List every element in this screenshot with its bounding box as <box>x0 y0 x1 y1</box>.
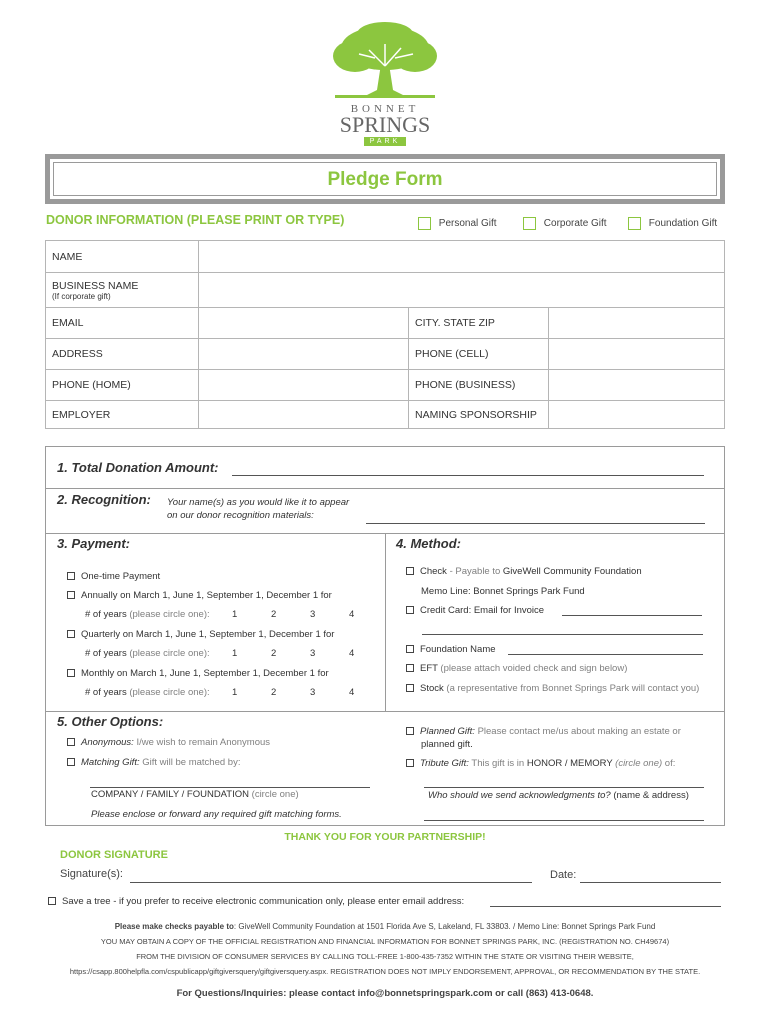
anonymous-label: Anonymous: <box>81 737 134 748</box>
anonymous-note: I/we wish to remain Anonymous <box>136 737 271 748</box>
corporate-checkbox[interactable] <box>523 217 536 230</box>
logo-springs: SPRINGS <box>339 112 431 137</box>
corporate-label: Corporate Gift <box>543 218 607 230</box>
stock-note: (a representative from Bonnet Springs Park will contact you) <box>446 683 700 694</box>
signature-field[interactable] <box>130 882 532 883</box>
memo-line: Memo Line: Bonnet Springs Park Fund <box>421 586 585 597</box>
payment-one-time[interactable] <box>67 571 160 582</box>
donor-table <box>45 240 725 429</box>
years-row-monthly <box>85 687 385 698</box>
email-label: EMAIL <box>46 308 199 339</box>
naming-label: NAMING SPONSORSHIP <box>409 401 549 429</box>
business-name-label: BUSINESS NAME <box>52 279 139 292</box>
year-option-2[interactable]: 2 <box>271 687 277 698</box>
other-label: 5. Other Options: <box>57 714 164 729</box>
year-option-3[interactable]: 3 <box>310 609 316 620</box>
foundation-field[interactable] <box>508 654 703 655</box>
year-option-4[interactable]: 4 <box>349 648 355 659</box>
payment-annually[interactable] <box>67 590 332 601</box>
monthly-label: Monthly on March 1, June 1, September 1, December 1 for <box>81 668 329 679</box>
matching-field[interactable] <box>90 787 370 788</box>
years-row-quarterly <box>85 648 385 659</box>
planned-label: Planned Gift: <box>420 726 475 737</box>
gift-section <box>45 446 725 826</box>
eft-note: (please attach voided check and sign below) <box>440 663 628 674</box>
name-field[interactable] <box>199 241 725 273</box>
logo-bonnet: BONNET <box>350 103 420 115</box>
footer-line-3: FROM THE DIVISION OF CONSUMER SERVICES BY CALLING TOLL-FREE 1-800-435-7352 WITHIN THE STATE OR VISITING THEIR WEBSITE, <box>136 952 634 961</box>
personal-checkbox[interactable] <box>418 217 431 230</box>
stock-label: Stock <box>420 683 444 694</box>
city-label: CITY. STATE ZIP <box>409 308 549 339</box>
checkbox-icon[interactable] <box>48 897 56 905</box>
checkbox-icon[interactable] <box>406 567 414 575</box>
years-note: (please circle one): <box>129 609 210 620</box>
method-eft[interactable] <box>406 663 627 674</box>
years-note: (please circle one): <box>129 687 210 698</box>
check-label: Check <box>420 566 447 577</box>
method-check[interactable] <box>406 566 642 577</box>
year-option-4[interactable]: 4 <box>349 687 355 698</box>
checkbox-icon[interactable] <box>406 759 414 767</box>
save-tree-label: Save a tree - if you prefer to receive electronic communication only, please enter email address: <box>62 896 465 907</box>
footer-line-4: https://csapp.800helpfla.com/cspublicapp/giftgiversquery/giftgiversquery.aspx. REGISTRATION DOES NOT IMPLY ENDORSEMENT, APPROVAL, OR RECOMMENDATION BY THE STATE. <box>69 967 701 976</box>
date-field[interactable] <box>580 882 721 883</box>
business-name-field[interactable] <box>199 273 725 308</box>
company-line <box>91 789 299 800</box>
checkbox-icon[interactable] <box>67 758 75 766</box>
gift-type-foundation[interactable] <box>628 217 717 230</box>
year-option-1[interactable]: 1 <box>232 648 238 659</box>
year-option-1[interactable]: 1 <box>232 687 238 698</box>
employer-label: EMPLOYER <box>46 401 199 429</box>
personal-label: Personal Gift <box>438 218 497 230</box>
save-tree[interactable] <box>48 896 464 907</box>
option-anonymous[interactable] <box>67 737 270 748</box>
tribute-of: of: <box>664 758 676 769</box>
gift-type-personal[interactable] <box>418 217 497 230</box>
foundation-name-label: Foundation Name <box>420 644 496 655</box>
phone-home-label: PHONE (HOME) <box>46 370 199 401</box>
option-matching[interactable] <box>67 757 240 768</box>
method-stock[interactable] <box>406 683 699 694</box>
page-title: Pledge Form <box>327 169 443 190</box>
employer-field[interactable] <box>199 401 409 429</box>
checks-details: : GiveWell Community Foundation at 1501 Florida Ave S, Lakeland, FL 33803. / Memo Line: Bonnet Springs Park Fund <box>233 922 656 931</box>
years-label: # of years <box>85 648 127 659</box>
year-option-2[interactable]: 2 <box>271 609 277 620</box>
ack-note <box>428 790 689 801</box>
footer-checks <box>0 922 770 931</box>
method-label: 4. Method: <box>396 536 461 551</box>
name-label: NAME <box>46 241 199 273</box>
year-option-1[interactable]: 1 <box>232 609 238 620</box>
tribute-field[interactable] <box>424 787 704 788</box>
ack-sub: (name & address) <box>613 790 689 801</box>
phone-business-field[interactable] <box>549 370 725 401</box>
years-row-annual <box>85 609 385 620</box>
payment-label: 3. Payment: <box>57 536 130 551</box>
email-field[interactable] <box>199 308 409 339</box>
company-note: (circle one) <box>251 789 299 800</box>
years-label: # of years <box>85 609 127 620</box>
city-field[interactable] <box>549 308 725 339</box>
checkbox-icon[interactable] <box>67 591 75 599</box>
checkbox-icon[interactable] <box>67 669 75 677</box>
method-foundation[interactable] <box>406 644 496 655</box>
recognition-note-2: on our donor recognition materials: <box>167 510 314 521</box>
one-time-label: One-time Payment <box>81 571 161 582</box>
year-option-3[interactable]: 3 <box>310 687 316 698</box>
footer-contact: For Questions/Inquiries: please contact info@bonnetspringspark.com or call (863) 413-0648. <box>176 988 594 999</box>
checkbox-icon[interactable] <box>406 684 414 692</box>
checkbox-icon[interactable] <box>67 630 75 638</box>
recognition-field[interactable] <box>366 523 705 524</box>
checkbox-icon[interactable] <box>406 727 414 735</box>
phone-business-label: PHONE (BUSINESS) <box>409 370 549 401</box>
checkbox-icon[interactable] <box>406 606 414 614</box>
phone-cell-field[interactable] <box>549 339 725 370</box>
tribute-note: This gift is in <box>471 758 525 769</box>
total-amount-field[interactable] <box>232 475 704 476</box>
matching-label: Matching Gift: <box>81 757 140 768</box>
payment-quarterly[interactable] <box>67 629 334 640</box>
checks-heading: Please make checks payable to <box>114 922 234 931</box>
phone-cell-label: PHONE (CELL) <box>409 339 549 370</box>
recognition-note-1: Your name(s) as you would like it to appear <box>167 497 350 508</box>
option-planned[interactable] <box>406 726 681 737</box>
business-name-cell <box>46 273 199 308</box>
logo-park: PARK <box>364 137 407 146</box>
total-label: 1. Total Donation Amount: <box>57 460 219 475</box>
year-option-3[interactable]: 3 <box>310 648 316 659</box>
quarterly-label: Quarterly on March 1, June 1, September 1, December 1 for <box>81 629 335 640</box>
address-field[interactable] <box>199 339 409 370</box>
foundation-label: Foundation Gift <box>648 218 718 230</box>
honor-memory[interactable]: HONOR / MEMORY <box>526 758 613 769</box>
phone-home-field[interactable] <box>199 370 409 401</box>
credit-field-2[interactable] <box>422 634 703 635</box>
matching-note: Gift will be matched by: <box>142 757 241 768</box>
years-note: (please circle one): <box>129 648 210 659</box>
footer-line-2: YOU MAY OBTAIN A COPY OF THE OFFICIAL REGISTRATION AND FINANCIAL INFORMATION FOR BONNET SPRINGS PARK, INC. (REGISTRATION NO. CH49674) <box>100 937 670 946</box>
thank-you: THANK YOU FOR YOUR PARTNERSHIP! <box>284 831 486 843</box>
date-label: Date: <box>550 869 577 881</box>
signature-label: Signature(s): <box>60 868 123 880</box>
checkbox-icon[interactable] <box>67 738 75 746</box>
planned-note-2: planned gift. <box>421 739 473 750</box>
ack-field[interactable] <box>424 820 704 821</box>
signature-heading: DONOR SIGNATURE <box>60 849 168 861</box>
check-note: - Payable to <box>449 566 501 577</box>
checkbox-icon[interactable] <box>406 664 414 672</box>
save-tree-email-field[interactable] <box>490 906 721 907</box>
park-logo <box>325 20 445 145</box>
credit-field[interactable] <box>562 615 702 616</box>
method-credit[interactable] <box>406 605 544 616</box>
enclose-note: Please enclose or forward any required gift matching forms. <box>91 809 342 820</box>
gift-type-corporate[interactable] <box>523 217 607 230</box>
credit-label: Credit Card: Email for Invoice <box>420 605 545 616</box>
recognition-label: 2. Recognition: <box>57 492 151 507</box>
eft-label: EFT <box>420 663 438 674</box>
annually-label: Annually on March 1, June 1, September 1, December 1 for <box>81 590 332 601</box>
title-frame <box>45 154 725 204</box>
tree-icon <box>325 20 445 100</box>
ack-label: Who should we send acknowledgments to? <box>428 790 611 801</box>
planned-note: Please contact me/us about making an estate or <box>477 726 681 737</box>
donor-heading: DONOR INFORMATION (PLEASE PRINT OR TYPE) <box>46 213 345 227</box>
tribute-label: Tribute Gift: <box>420 758 469 769</box>
naming-field[interactable] <box>549 401 725 429</box>
years-label: # of years <box>85 687 127 698</box>
business-name-note: (If corporate gift) <box>52 291 111 301</box>
check-payee: GiveWell Community Foundation <box>502 566 642 577</box>
year-option-2[interactable]: 2 <box>271 648 277 659</box>
company-label: COMPANY / FAMILY / FOUNDATION <box>91 789 250 800</box>
address-label: ADDRESS <box>46 339 199 370</box>
checkbox-icon[interactable] <box>406 645 414 653</box>
checkbox-icon[interactable] <box>67 572 75 580</box>
foundation-checkbox[interactable] <box>628 217 641 230</box>
option-tribute[interactable] <box>406 758 675 769</box>
year-option-4[interactable]: 4 <box>349 609 355 620</box>
circle-one-note: (circle one) <box>615 758 663 769</box>
payment-monthly[interactable] <box>67 668 329 679</box>
